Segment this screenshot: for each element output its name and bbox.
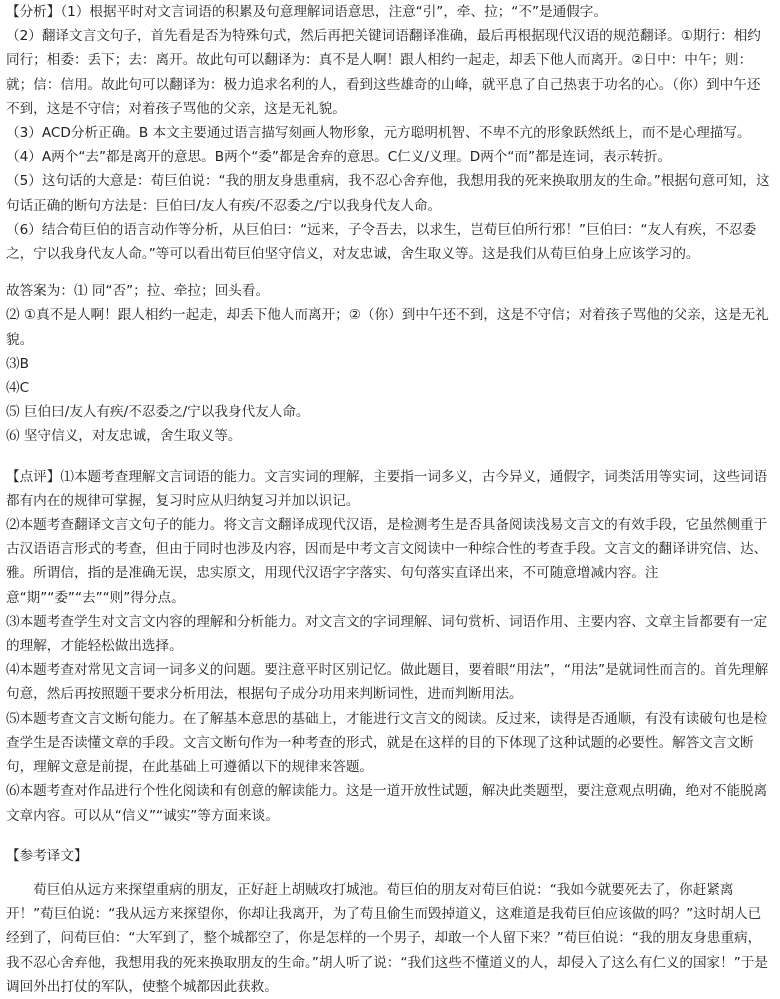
answer-item-3: ⑶B xyxy=(6,355,29,372)
comment-item-5: ⑸本题考查文言文断句能力。在了解基本意思的基础上，才能进行文言文的阅读。反过来，读得是否通顺，有没有读破句也是检查学生是否读懂文章的手段。文言文断句作为一种考查的形式，就是在这样的目的下体现了这种试题的必要性。解答文言文断句，理解文意是前提，在此基础上可遵循以下的规律来答题。 xyxy=(6,710,768,776)
analysis-heading: 【分析】 xyxy=(6,4,61,20)
analysis-item-3: （3）ACD分析正确。B 本文主要通过语言描写刻画人物形象，元方聪明机智、不卑不亢的形象跃然纸上，而不是心理描写。 xyxy=(6,125,751,142)
answer-lead: 故答案为：⑴ 同“否”；拉、牵拉；回头看。 xyxy=(6,283,270,300)
answer-section xyxy=(6,279,774,448)
answer-item-6: ⑹ 坚守信义，对友忠诚，舍生取义等。 xyxy=(6,428,242,445)
comment-section xyxy=(6,465,774,828)
analysis-item-4: （4）A两个“去”都是离开的意思。B两个“委”都是舍弃的意思。C仁义/义理。D两个“而”都是连词，表示转折。 xyxy=(6,149,672,166)
analysis-item-5: （5）这句话的大意是：荀巨伯说：“我的朋友身患重病，我不忍心舍弃他，我想用我的死来换取朋友的生命。”根据句意可知，这句话正确的断句方法是：巨伯曰/友人有疾/不忍委之/宁以我身代友人命。 xyxy=(6,173,770,214)
comment-item-6: ⑹本题考查对作品进行个性化阅读和有创意的解读能力。这是一道开放性试题，解决此类题型，要注意观点明确，绝对不能脱离文章内容。可以从“信义”“诚实”等方面来谈。 xyxy=(6,783,768,824)
analysis-item-1: 【分析】（1）根据平时对文言词语的积累及句意理解词语意思，注意“引”，牵、拉；“不”是通假字。 xyxy=(6,4,607,20)
translation-body: 荀巨伯从远方来探望重病的朋友，正好赶上胡贼攻打城池。荀巨伯的朋友对荀巨伯说：“我如今就要死去了，你赶紧离开！”荀巨伯说：“我从远方来探望你，你却让我离开，为了苟且偷生而毁掉道义，这难道是我荀巨伯应该做的吗？”这时胡人已经到了，问荀巨伯：“大军到了，整个城都空了，你是怎样的一个男子，却敢一个人留下来？”荀巨伯说：“我的朋友身患重病，我不忍心舍弃他，我想用我的死来换取朋友的生命。”胡人听了说：“我们这些不懂道义的人，却侵入了这么有仁义的国家！”于是调回外出打仗的军队，使整个城都因此获救。 xyxy=(6,881,768,995)
comment-heading: 【点评】 xyxy=(6,468,61,485)
comment-item-3: ⑶本题考查学生对文言文内容的理解和分析能力。对文言文的字词理解、词句赏析、词语作用、主要内容、文章主旨都要有一定的理解，才能轻松做出选择。 xyxy=(6,613,768,655)
comment-item-1: 【点评】⑴本题考查理解文言词语的能力。文言实词的理解，主要指一词多义，古今异义，通假字，词类活用等实词，这些词语都有内在的规律可掌握，复习时应从归纳复习并加以识记。 xyxy=(6,468,768,509)
translation-section xyxy=(6,844,774,999)
answer-item-2: ⑵ ①真不是人啊！跟人相约一起走，却丢下他人而离开；②（你）到中午还不到，这是不守信；对着孩子骂他的父亲，这是无礼貌。 xyxy=(6,307,769,348)
analysis-item-2: （2）翻译文言文句子，首先看是否为特殊句式，然后再把关键词语翻译准确，最后再根据现代汉语的规范翻译。①期行：相约同行；相委：丢下；去：离开。故此句可以翻译为：真不是人啊！跟人相约一起走，却丢下他人而离开。②日中：中午；则：就；信：信用。故此句可以翻译为：极力追求名利的人，看到这些雄奇的山峰，就平息了自己热衷于功名的心。（你）到中午还不到，这是不守信；对着孩子骂他的父亲，这是无礼貌。 xyxy=(6,28,761,117)
comment-item-2: ⑵本题考查翻译文言文句子的能力。将文言文翻译成现代汉语，是检测考生是否具备阅读浅易文言文的有效手段，它虽然侧重于古汉语语言形式的考查，但由于同时也涉及内容，因而是中考文言文阅读中一种综合性的考查手段。文言文的翻译讲究信、达、雅。所谓信，指的是准确无误，忠实原文，用现代汉语字字落实、句句落实直译出来，不可随意增减内容。注意“期”“委”“去”“则”得分点。 xyxy=(6,517,768,606)
analysis-item-6: （6）结合荀巨伯的语言动作等分析，从巨伯曰：“远来，子令吾去，以求生，岂荀巨伯所行邪！”巨伯曰：“友人有疾，不忍委之，宁以我身代友人命。”等可以看出荀巨伯坚守信义，对友忠诚，舍生取义等。这是我们从荀巨伯身上应该学习的。 xyxy=(6,221,757,263)
translation-heading: 【参考译文】 xyxy=(6,847,88,864)
answer-item-5: ⑸ 巨伯曰/友人有疾/不忍委之/宁以我身代友人命。 xyxy=(6,404,310,421)
comment-item-4: ⑷本题考查对常见文言词一词多义的问题。要注意平时区别记忆。做此题目，要着眼“用法”，“用法”是就词性而言的。首先理解句意，然后再按照题干要求分析用法，根据句子成分功用来判断词性，进而判断用法。 xyxy=(6,662,769,703)
analysis-section xyxy=(6,0,774,266)
answer-item-4: ⑷C xyxy=(6,380,30,397)
